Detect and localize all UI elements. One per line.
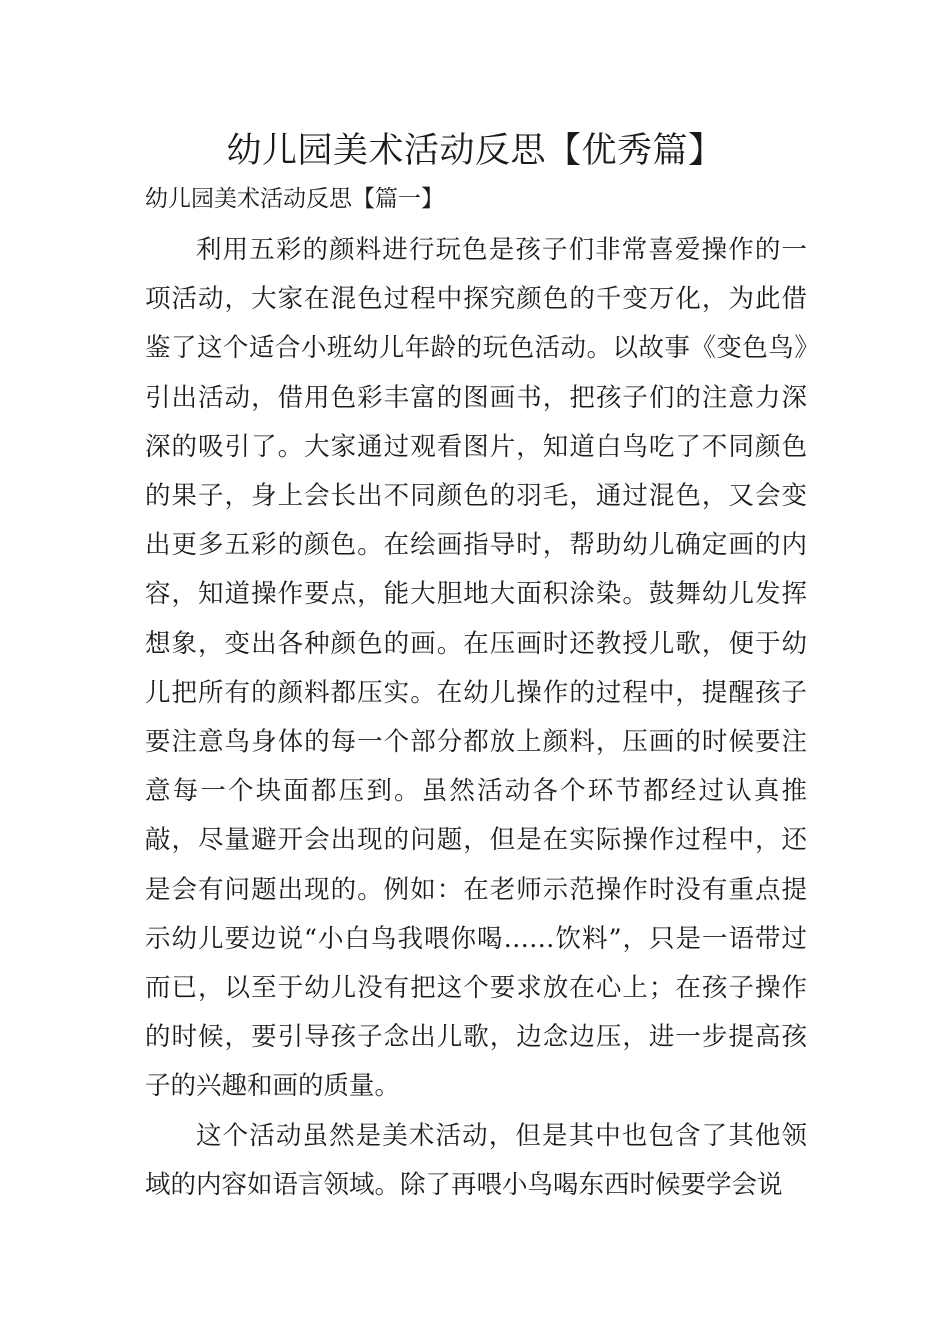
paragraph-1: 利用五彩的颜料进行玩色是孩子们非常喜爱操作的一项活动，大家在混色过程中探究颜色的千变万化，为此借鉴了这个适合小班幼儿年龄的玩色活动。以故事《变色鸟》引出活动，借用色彩丰富的图画书，把孩子们的注意力深深的吸引了。大家通过观看图片，知道白鸟吃了不同颜色的果子，身上会长出不同颜色的羽毛，通过混色，又会变出更多五彩的颜色。在绘画指导时，帮助幼儿确定画的内容，知道操作要点，能大胆地大面积涂染。鼓舞幼儿发挥想象，变出各种颜色的画。在压画时还教授儿歌，便于幼儿把所有的颜料都压实。在幼儿操作的过程中，提醒孩子要注意鸟身体的每一个部分都放上颜料，压画的时候要注意每一个块面都压到。虽然活动各个环节都经过认真推敲，尽量避开会出现的问题，但是在实际操作过程中，还是会有问题出现的。例如：在老师示范操作时没有重点提示幼儿要边说“小白鸟我喂你喝……饮料”，只是一语带过而已，以至于幼儿没有把这个要求放在心上；在孩子操作的时候，要引导孩子念出儿歌，边念边压，进一步提高孩子的兴趣和画的质量。 — [145, 235, 807, 1102]
document-title: 幼儿园美术活动反思【优秀篇】 — [226, 131, 724, 171]
paragraph-2: 这个活动虽然是美术活动，但是其中也包含了其他领域的内容如语言领域。除了再喂小鸟喝东西时候要学会说 — [145, 1120, 807, 1200]
document-body — [145, 226, 807, 1210]
section-heading: 幼儿园美术活动反思【篇一】 — [145, 186, 444, 212]
